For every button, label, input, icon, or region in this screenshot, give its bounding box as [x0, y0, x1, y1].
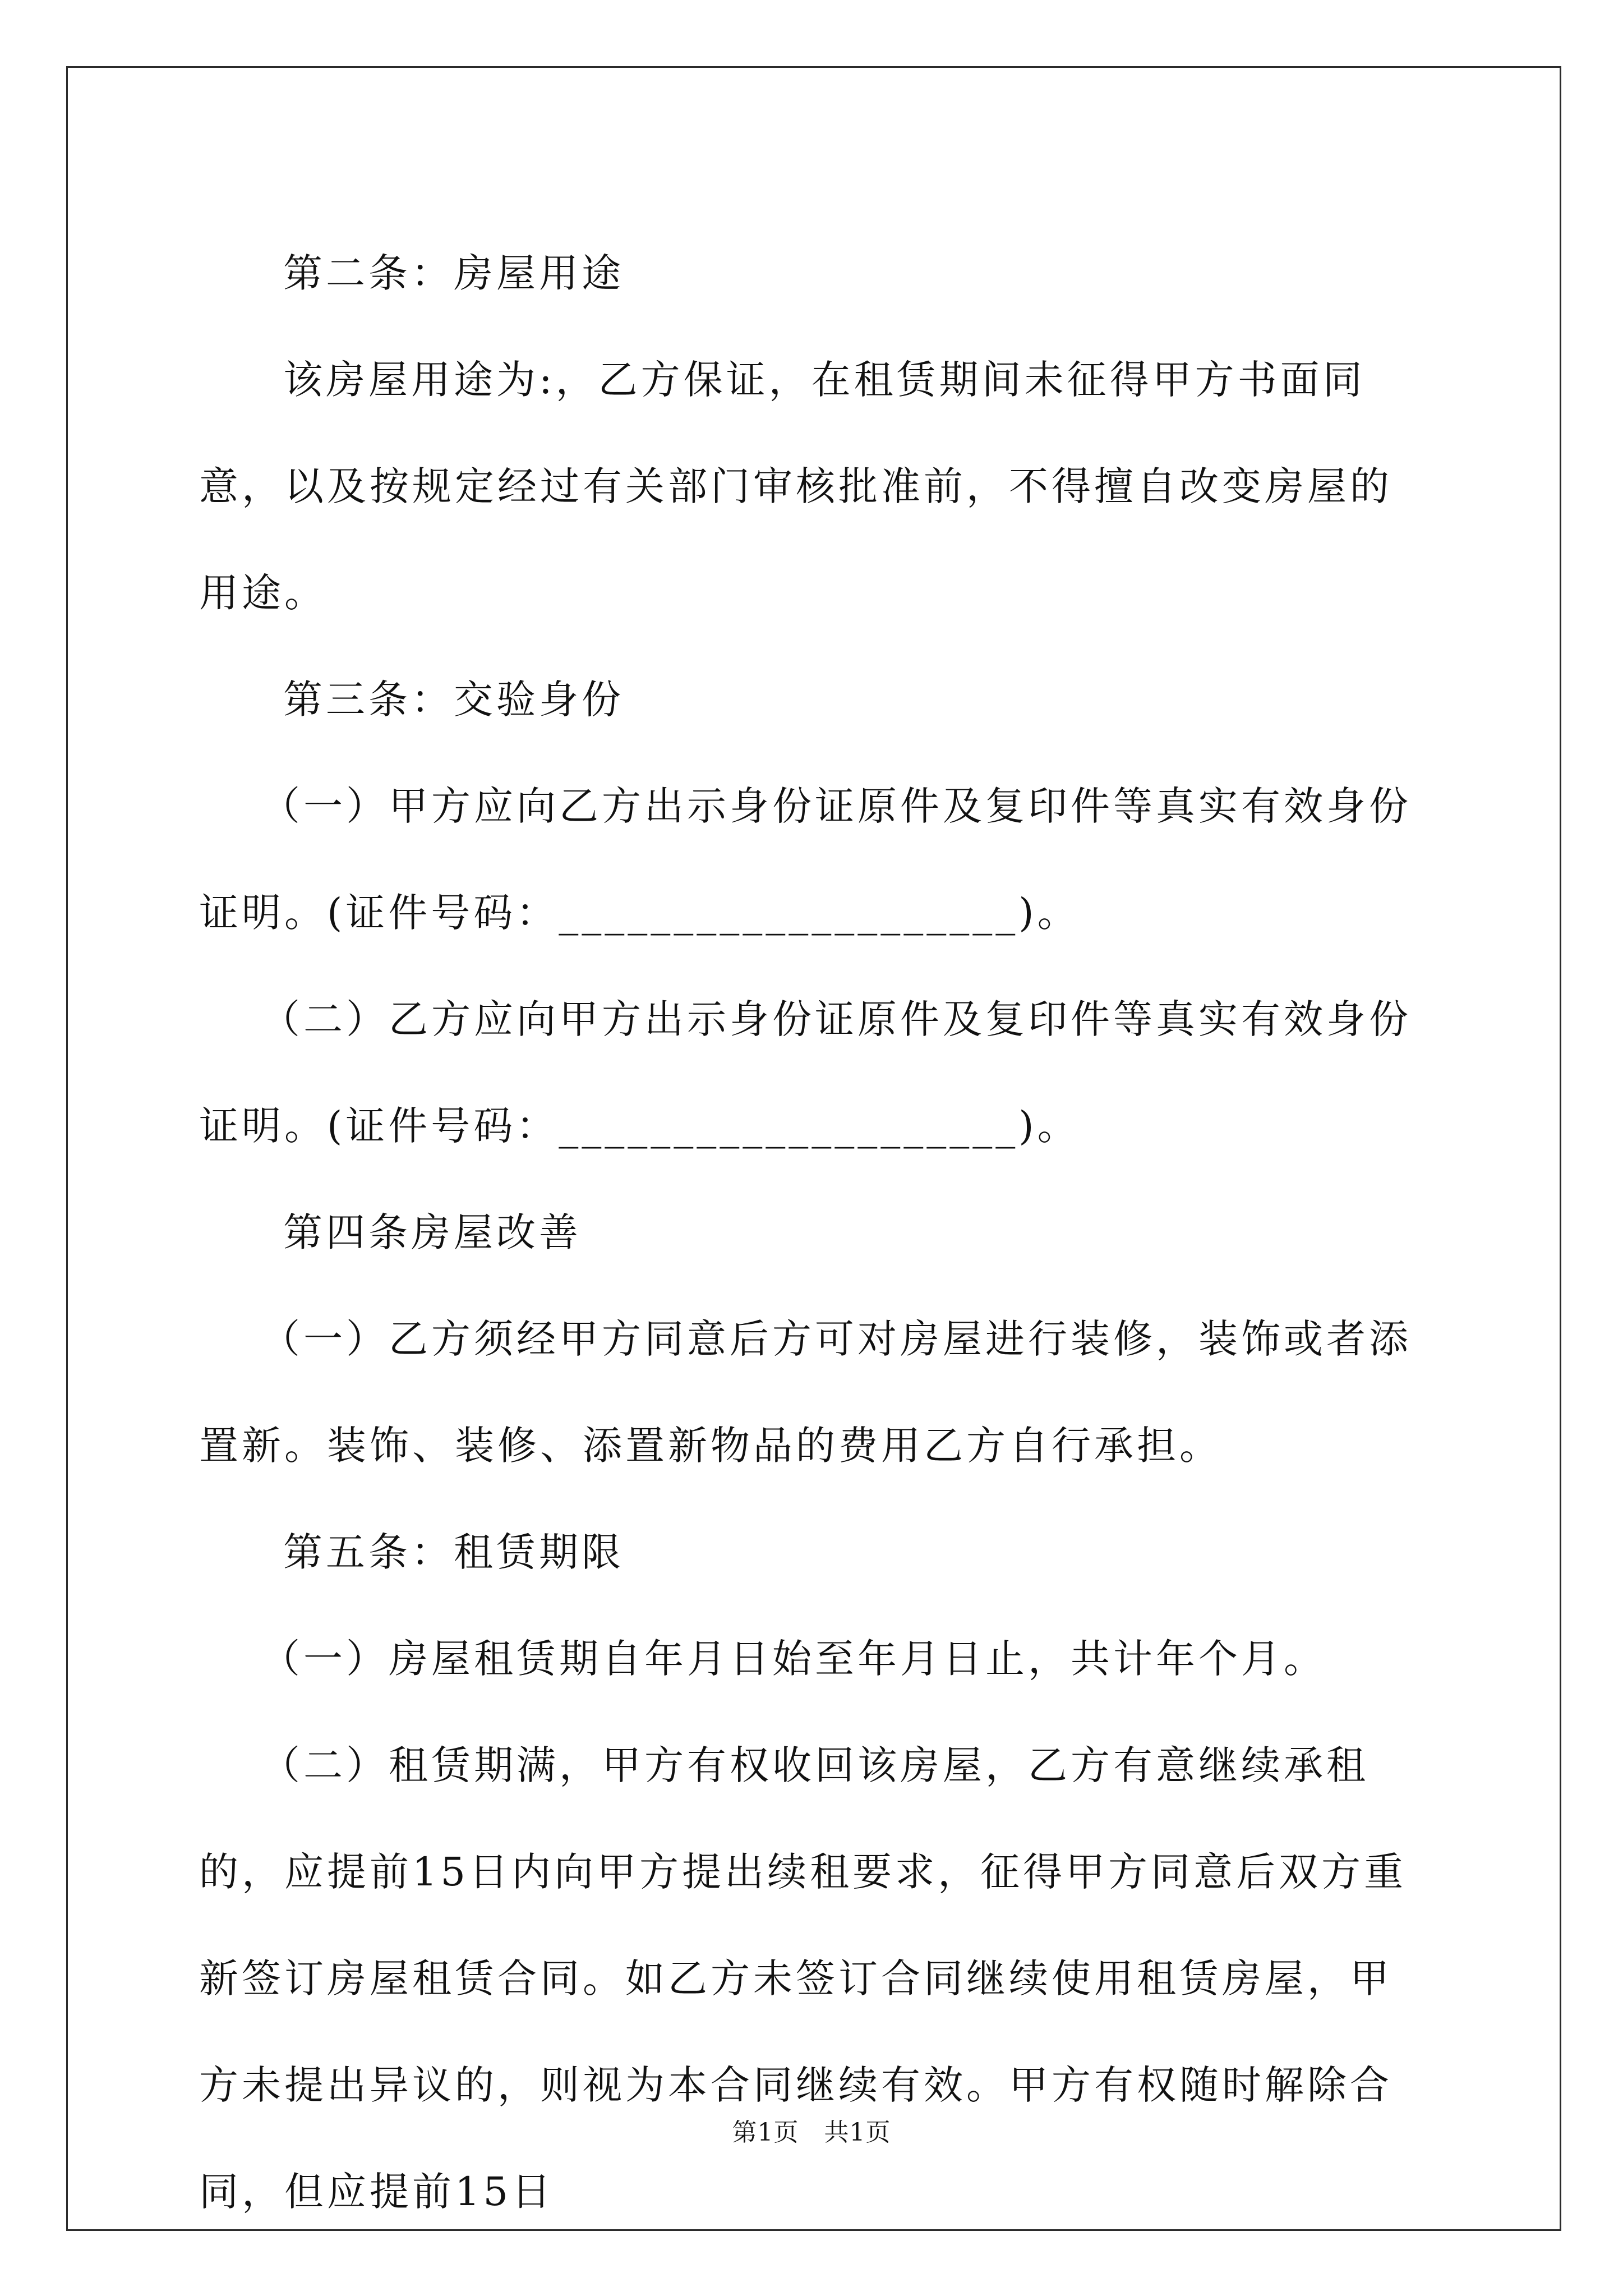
- paragraph: 该房屋用途为:，乙方保证，在租赁期间未征得甲方书面同意，以及按规定经过有关部门审核批准前，不得擅自改变房屋的用途。: [199, 357, 1393, 616]
- article-heading: 第二条：房屋用途: [283, 250, 624, 296]
- article-heading: 第四条房屋改善: [283, 1209, 582, 1255]
- paragraph: （二）租赁期满，甲方有权收回该房屋，乙方有意继续承租的，应提前15日内向甲方提出续租要求，征得甲方同意后双方重新签订房屋租赁合同。如乙方未签订合同继续使用租赁房屋，甲方未提出异议的，则视为本合同继续有效。甲方有权随时解除合同，但应提前15日: [199, 1742, 1407, 2215]
- paragraph: （二）乙方应向甲方出示身份证原件及复印件等真实有效身份证明。(证件号码：____________________)。: [199, 996, 1412, 1149]
- paragraph: （一）房屋租赁期自年月日始至年月日止，共计年个月。: [261, 1636, 1326, 1682]
- article-heading: 第三条：交验身份: [283, 677, 624, 723]
- page-footer: 第1页 共1页: [732, 2118, 891, 2147]
- article-heading: 第五条：租赁期限: [283, 1529, 624, 1575]
- document-body: [199, 220, 1427, 2245]
- paragraph: （一）甲方应向乙方出示身份证原件及复印件等真实有效身份证明。(证件号码：____________________)。: [199, 783, 1412, 936]
- paragraph: （一）乙方须经甲方同意后方可对房屋进行装修，装饰或者添置新。装饰、装修、添置新物品的费用乙方自行承担。: [199, 1316, 1412, 1469]
